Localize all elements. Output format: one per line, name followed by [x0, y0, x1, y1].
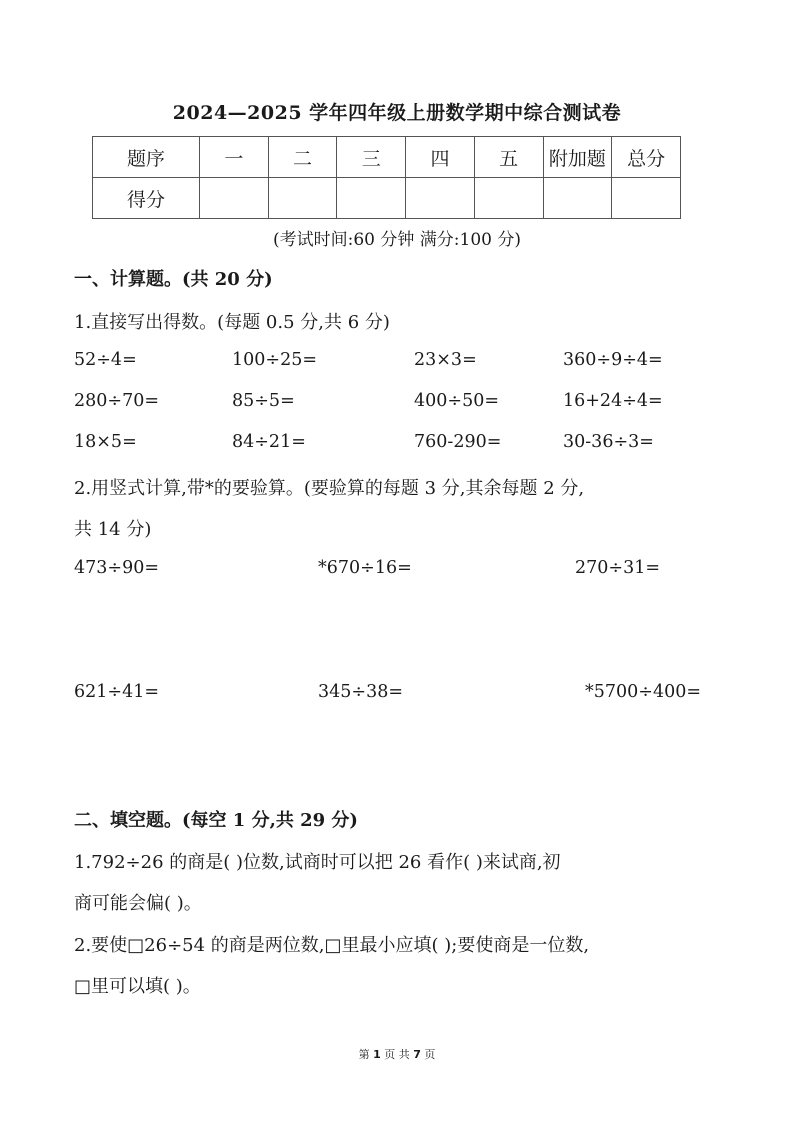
- score-header-cell: 附加题: [543, 137, 612, 178]
- fill-q1-line1: 1.792÷26 的商是( )位数,试商时可以把 26 看作( )来试商,初: [74, 852, 561, 873]
- score-table-header-row: [93, 137, 681, 178]
- exam-info: (考试时间:60 分钟 满分:100 分): [272, 230, 521, 250]
- footer-prefix: 第: [358, 1048, 370, 1061]
- footer-page-number: 1: [373, 1048, 381, 1061]
- score-table-score-row: [93, 178, 681, 219]
- section1-heading: 一、计算题。(共 20 分): [74, 269, 273, 290]
- footer-suffix: 页: [424, 1048, 436, 1061]
- equation: 16+24÷4=: [563, 391, 663, 411]
- footer-mid: 页 共: [384, 1048, 410, 1061]
- equation: 760-290=: [414, 432, 502, 452]
- q1-prompt: 1.直接写出得数。(每题 0.5 分,共 6 分): [74, 312, 390, 333]
- vertical-calc-problem: *5700÷400=: [585, 682, 702, 702]
- score-blank-cell[interactable]: [474, 178, 543, 219]
- vertical-calc-problem: 345÷38=: [318, 682, 403, 702]
- equation: 84÷21=: [232, 432, 306, 452]
- score-blank-cell[interactable]: [200, 178, 269, 219]
- equation: 360÷9÷4=: [563, 350, 663, 370]
- equation: 30-36÷3=: [563, 432, 654, 452]
- q2-prompt-line1: 2.用竖式计算,带*的要验算。(要验算的每题 3 分,其余每题 2 分,: [74, 478, 585, 499]
- page-footer: [0, 1046, 794, 1062]
- score-header-cell: 总分: [612, 137, 681, 178]
- score-header-cell: 三: [337, 137, 406, 178]
- score-header-cell: 二: [268, 137, 337, 178]
- score-header-cell: 四: [406, 137, 475, 178]
- fill-q2-line2: □里可以填( )。: [74, 976, 201, 997]
- score-blank-cell[interactable]: [406, 178, 475, 219]
- score-blank-cell[interactable]: [268, 178, 337, 219]
- fill-q2-line1: 2.要使□26÷54 的商是两位数,□里最小应填( );要使商是一位数,: [74, 935, 590, 956]
- equation: 100÷25=: [232, 350, 317, 370]
- footer-total-pages: 7: [413, 1048, 421, 1061]
- score-row-label: 得分: [93, 178, 200, 219]
- score-blank-cell[interactable]: [612, 178, 681, 219]
- vertical-calc-problem: *670÷16=: [318, 558, 412, 578]
- score-table: [92, 136, 681, 219]
- vertical-calc-problem: 270÷31=: [575, 558, 660, 578]
- equation: 85÷5=: [232, 391, 295, 411]
- equation: 280÷70=: [74, 391, 159, 411]
- fill-q1-line2: 商可能会偏( )。: [74, 893, 202, 914]
- vertical-calc-problem: 473÷90=: [74, 558, 159, 578]
- score-blank-cell[interactable]: [337, 178, 406, 219]
- q2-prompt-line2: 共 14 分): [74, 519, 152, 540]
- equation: 52÷4=: [74, 350, 137, 370]
- section2-heading: 二、填空题。(每空 1 分,共 29 分): [74, 810, 358, 831]
- score-header-cell: 一: [200, 137, 269, 178]
- score-header-cell: 题序: [93, 137, 200, 178]
- equation: 23×3=: [414, 350, 477, 370]
- score-header-cell: 五: [474, 137, 543, 178]
- score-blank-cell[interactable]: [543, 178, 612, 219]
- vertical-calc-problem: 621÷41=: [74, 682, 159, 702]
- exam-title: 2024—2025 学年四年级上册数学期中综合测试卷: [172, 102, 622, 124]
- equation: 400÷50=: [414, 391, 499, 411]
- equation: 18×5=: [74, 432, 137, 452]
